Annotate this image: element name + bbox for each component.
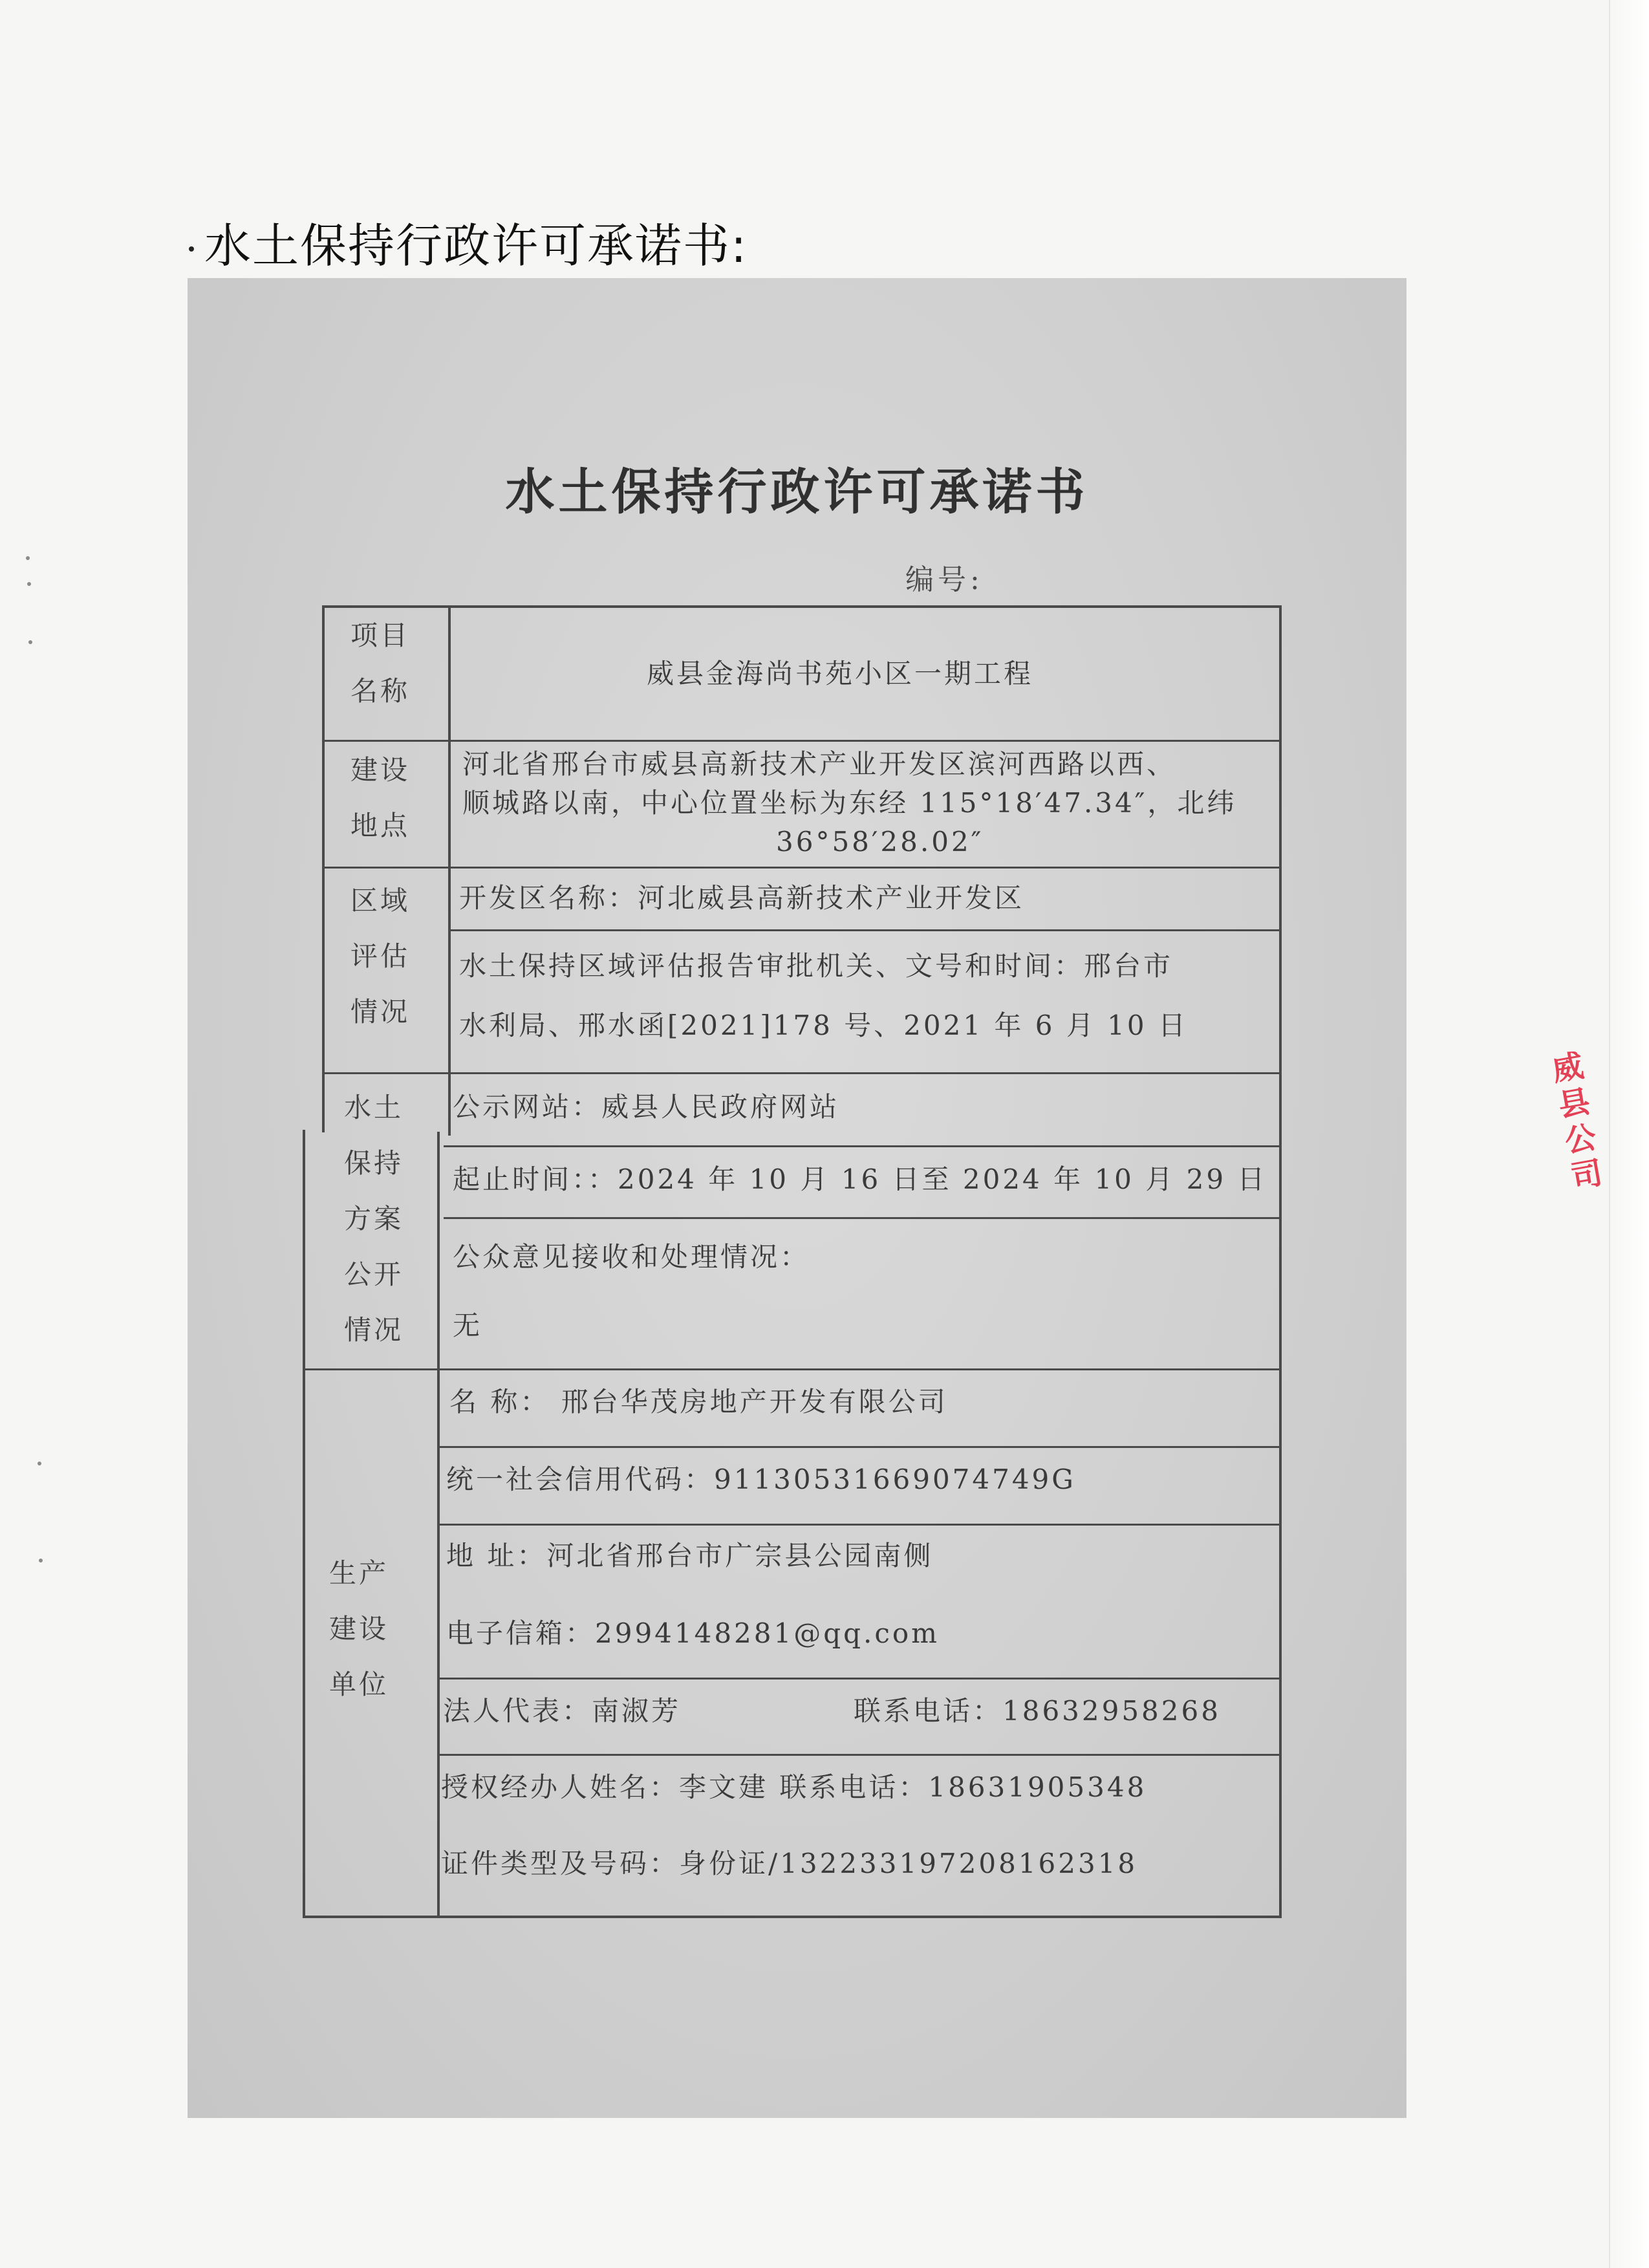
row-divider: [437, 1678, 1280, 1679]
company-address: 地 址：河北省邢台市广宗县公园南侧: [446, 1540, 934, 1571]
scan-speck: [39, 1559, 43, 1562]
approval-line-2: 水利局、邢水函[2021]178 号、2021 年 6 月 10 日: [459, 1010, 1188, 1041]
id-document: 证件类型及号码：身份证/132233197208162318: [441, 1848, 1138, 1879]
row-divider: [444, 1217, 1280, 1219]
table-border-right: [1279, 605, 1282, 1918]
company-email: 电子信箱：2994148281@qq.com: [446, 1617, 940, 1649]
regional-eval-label: 区域 评估 情况: [350, 885, 410, 1028]
public-opinions-label: 公众意见接收和处理情况：: [453, 1241, 810, 1273]
legal-rep-phone: 联系电话：18632958268: [854, 1695, 1221, 1727]
bullet-dot: [189, 246, 194, 252]
site-line-2: 顺城路以南，中心位置坐标为东经 115°18′47.34″，北纬: [462, 787, 1237, 819]
page-heading-text: 水土保持行政许可承诺书:: [204, 219, 748, 273]
row-divider: [437, 1754, 1280, 1756]
public-opinions-value: 无: [453, 1310, 483, 1341]
table-border-bottom: [303, 1916, 1282, 1918]
publicity-period: 起止时间：：2024 年 10 月 16 日至 2024 年 10 月 29 日: [453, 1163, 1267, 1195]
row-divider: [444, 1145, 1280, 1147]
table-border-left-upper: [322, 605, 325, 1132]
scan-speck: [38, 1462, 41, 1465]
row-divider: [322, 1072, 1280, 1074]
site-label: 建设 地点: [350, 754, 410, 841]
row-divider: [448, 929, 1280, 931]
row-divider: [437, 1524, 1280, 1526]
scan-speck: [26, 556, 30, 560]
row-divider: [437, 1446, 1280, 1448]
project-name-label: 项目 名称: [350, 620, 410, 707]
red-seal-stamp: [1549, 1047, 1610, 1326]
row-divider: [304, 1368, 1280, 1370]
document-title: 水土保持行政许可承诺书: [505, 463, 1089, 521]
publicity-website: 公示网站：威县人民政府网站: [453, 1091, 840, 1123]
company-name: 名 称： 邢台华茂房地产开发有限公司: [449, 1386, 948, 1418]
table-border-left-lower: [303, 1130, 305, 1917]
row-divider: [322, 740, 1280, 742]
paper-edge: [1609, 0, 1649, 2268]
label-column-divider-upper: [448, 605, 451, 1136]
page-heading: [189, 213, 748, 278]
scan-speck: [28, 640, 32, 644]
site-line-1: 河北省邢台市威县高新技术产业开发区滨河西路以西、: [462, 748, 1177, 780]
document-photo: [188, 278, 1406, 2118]
authorized-agent: 授权经办人姓名：李文建 联系电话：18631905348: [441, 1771, 1147, 1803]
seal-text: 威 县 公 司: [1549, 1047, 1606, 1196]
approval-line-1: 水土保持区域评估报告审批机关、文号和时间：邢台市: [459, 950, 1174, 982]
project-name-value: 威县金海尚书苑小区一期工程: [647, 658, 1034, 689]
credit-code: 统一社会信用代码：91130531669074749G: [446, 1463, 1076, 1495]
publicity-label: 水土 保持 方案 公开 情况: [343, 1092, 404, 1346]
construction-unit-label: 生产 建设 单位: [329, 1557, 389, 1700]
site-line-3: 36°58′28.02″: [776, 826, 984, 858]
table-border-top: [322, 605, 1279, 608]
row-divider: [322, 867, 1280, 869]
zone-name-value: 开发区名称：河北威县高新技术产业开发区: [459, 882, 1025, 914]
scan-speck: [27, 582, 31, 586]
serial-number-label: 编号:: [905, 563, 984, 596]
legal-representative: 法人代表：南淑芳: [443, 1695, 682, 1727]
